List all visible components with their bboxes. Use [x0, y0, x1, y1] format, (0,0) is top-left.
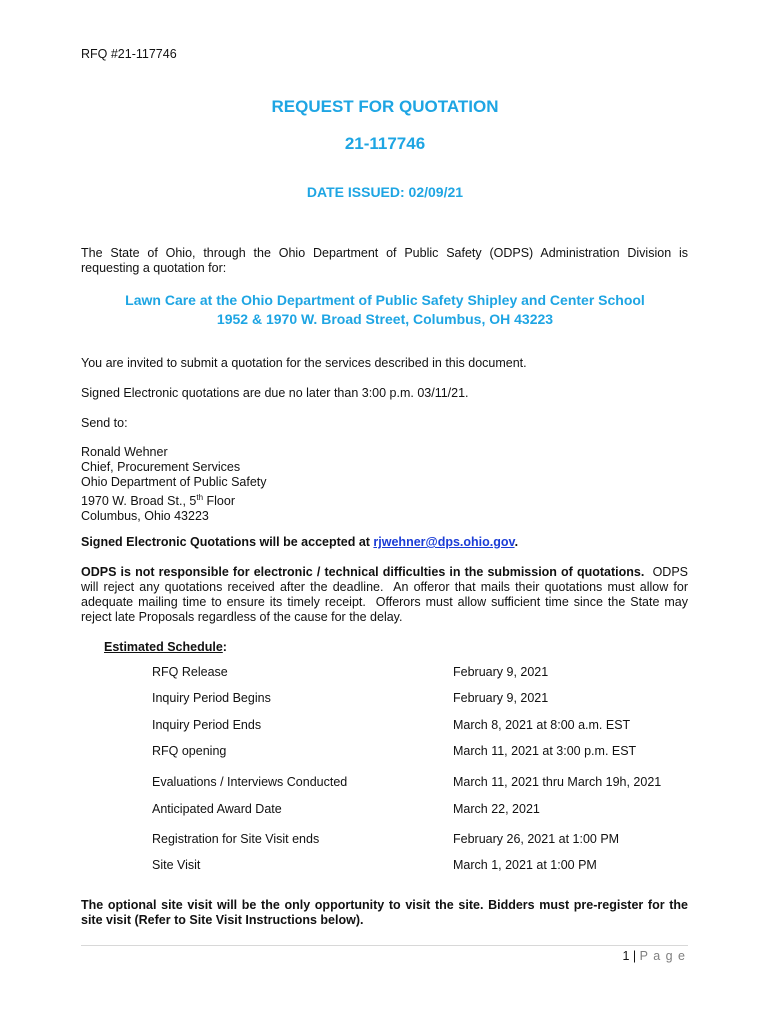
project-title-line1: Lawn Care at the Ohio Department of Public Safety Shipley and Center School: [125, 292, 645, 308]
invitation-text: You are invited to submit a quotation for the services described in this document.: [81, 356, 527, 370]
schedule-date: March 22, 2021: [453, 802, 540, 816]
schedule-event: RFQ Release: [152, 665, 228, 679]
send-to-label: Send to:: [81, 416, 128, 430]
rfq-number: 21-117746: [344, 134, 426, 153]
document-title: REQUEST FOR QUOTATION: [271, 97, 499, 116]
rfq-reference: RFQ #21-117746: [81, 47, 177, 61]
accepted-suffix: .: [514, 535, 519, 549]
email-link[interactable]: rjwehner@dps.ohio.gov: [373, 535, 515, 549]
site-visit-note: The optional site visit will be the only opportunity to visit the site. Bidders must pre-register for the site visit (Refer to Site Visit Instructions below).: [81, 898, 688, 927]
schedule-date: February 26, 2021 at 1:00 PM: [453, 832, 620, 846]
project-title: [0, 291, 770, 329]
schedule-date: March 1, 2021 at 1:00 PM: [453, 858, 597, 872]
page-number: 1: [622, 949, 630, 963]
contact-address: [81, 445, 688, 524]
contact-name: Ronald Wehner: [81, 445, 168, 459]
schedule-event: Registration for Site Visit ends: [152, 832, 320, 846]
schedule-date: March 11, 2021 thru March 19h, 2021: [453, 775, 662, 789]
schedule-date: February 9, 2021: [453, 691, 549, 705]
disclaimer-paragraph: [81, 565, 692, 625]
date-issued: DATE ISSUED: 02/09/21: [306, 184, 464, 200]
schedule-date: March 8, 2021 at 8:00 a.m. EST: [453, 718, 631, 732]
schedule-event: Inquiry Period Begins: [152, 691, 271, 705]
street-text: 1970 W. Broad St., 5: [81, 494, 197, 509]
project-address: 1952 & 1970 W. Broad Street, Columbus, OH 43223: [216, 311, 554, 327]
disclaimer-rest: ODPS will reject any quotations received after the deadline. An offeror that mails their quotations must allow for adequate mailing time to ensure its timely receipt. Offerors must allow sufficient time since the State may reject late Proposals regardless of the cause for the delay.: [81, 565, 692, 624]
schedule-event: Evaluations / Interviews Conducted: [152, 775, 348, 789]
intro-paragraph: The State of Ohio, through the Ohio Department of Public Safety (ODPS) Administration Division is requesting a quotation for:: [81, 246, 688, 275]
contact-org: Ohio Department of Public Safety: [81, 475, 267, 489]
contact-street: [81, 490, 688, 509]
accepted-at-text: [81, 535, 688, 550]
schedule-date: February 9, 2021: [453, 665, 549, 679]
schedule-event: RFQ opening: [152, 744, 227, 758]
footer-separator: |: [629, 949, 640, 963]
contact-title: Chief, Procurement Services: [81, 460, 241, 474]
schedule-heading-text: Estimated Schedule: [104, 640, 223, 654]
schedule-event: Anticipated Award Date: [152, 802, 282, 816]
schedule-colon: :: [222, 640, 227, 654]
contact-city: Columbus, Ohio 43223: [81, 509, 209, 524]
schedule-date: March 11, 2021 at 3:00 p.m. EST: [453, 744, 637, 758]
schedule-event: Inquiry Period Ends: [152, 718, 262, 732]
due-date-text: Signed Electronic quotations are due no later than 3:00 p.m. 03/11/21.: [81, 386, 469, 400]
footer-divider: [81, 945, 688, 946]
accepted-prefix: Signed Electronic Quotations will be accepted at: [81, 535, 374, 549]
street-sup: th: [196, 493, 204, 502]
page-footer: [81, 949, 686, 963]
street-floor: Floor: [203, 494, 235, 509]
schedule-event: Site Visit: [152, 858, 201, 872]
page-label: P a g e: [639, 949, 686, 963]
schedule-heading: [104, 640, 227, 654]
disclaimer-bold: ODPS is not responsible for electronic / technical difficulties in the submission of quotations.: [81, 565, 645, 579]
